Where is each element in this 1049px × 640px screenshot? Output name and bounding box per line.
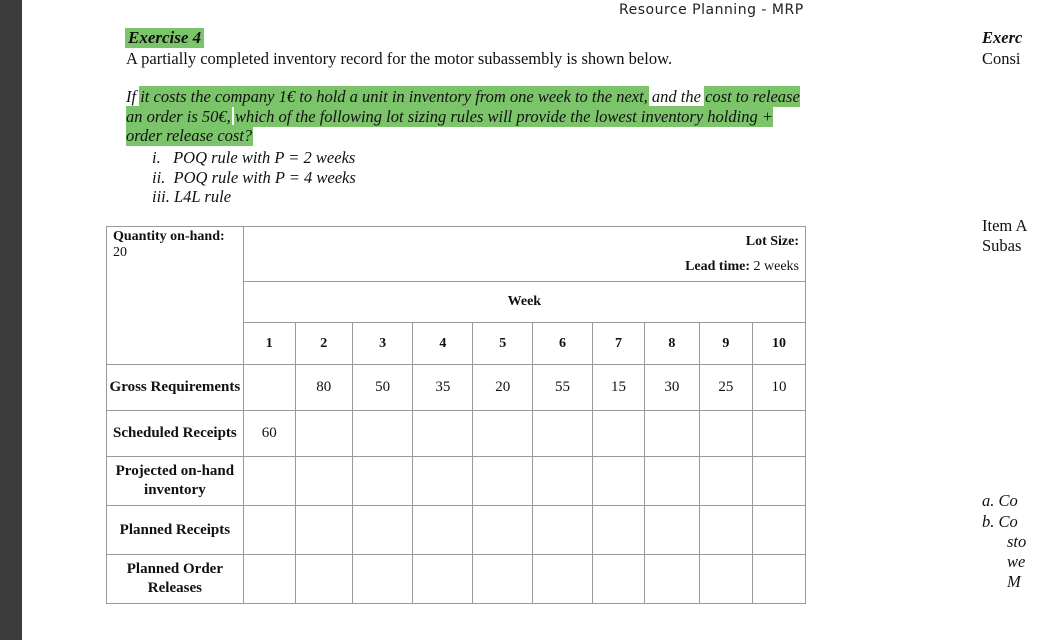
record-cell — [243, 555, 295, 604]
record-cell — [533, 555, 593, 604]
record-cell — [644, 555, 699, 604]
record-cell — [243, 365, 295, 411]
right-page-text: a. Co — [982, 491, 1018, 510]
record-cell: 80 — [295, 365, 352, 411]
record-cell — [699, 506, 752, 555]
record-cell — [295, 506, 352, 555]
table-row — [107, 365, 806, 411]
week-number: 4 — [413, 323, 473, 365]
record-cell — [533, 457, 593, 506]
right-page-text: sto — [1007, 532, 1027, 551]
record-cell — [699, 457, 752, 506]
table-row — [107, 555, 806, 604]
exercise-question — [126, 87, 806, 146]
exercise-intro: A partially completed inventory record for the motor subassembly is shown below. — [126, 49, 673, 68]
qoh-value: 20 — [113, 245, 127, 260]
row-label: Planned Order Releases — [107, 555, 244, 604]
record-cell — [295, 411, 352, 457]
week-number: 7 — [592, 323, 644, 365]
record-cell — [352, 506, 413, 555]
week-number: 5 — [473, 323, 533, 365]
highlighted-text: it costs the company 1€ to hold a unit in inventory from one week to the next, — [140, 87, 648, 106]
table-row — [107, 411, 806, 457]
record-cell — [644, 457, 699, 506]
question-part: If — [126, 87, 137, 106]
record-cell — [592, 506, 644, 555]
record-cell — [533, 411, 593, 457]
lead-time-label: Lead time: — [685, 259, 750, 274]
right-page-text: Exerc — [982, 28, 1023, 47]
question-part: and the — [651, 87, 701, 106]
option-item: iii. L4L rule — [152, 187, 232, 207]
qoh-cell — [107, 227, 244, 365]
record-cell — [473, 457, 533, 506]
record-cell — [592, 555, 644, 604]
record-cell — [644, 506, 699, 555]
inventory-record-table — [106, 226, 806, 604]
record-cell — [533, 506, 593, 555]
week-number: 2 — [295, 323, 352, 365]
option-item: i. POQ rule with P = 2 weeks — [152, 148, 356, 167]
record-cell — [413, 555, 473, 604]
record-cell: 10 — [752, 365, 805, 411]
right-page-text: Item A — [982, 216, 1028, 235]
record-cell — [295, 555, 352, 604]
week-number: 9 — [699, 323, 752, 365]
record-cell — [413, 411, 473, 457]
record-cell — [473, 411, 533, 457]
row-label: Gross Requirements — [107, 365, 244, 411]
qoh-label: Quantity on-hand: — [113, 229, 225, 244]
record-cell: 15 — [592, 365, 644, 411]
right-page-text: M — [1007, 572, 1021, 591]
row-label: Scheduled Receipts — [107, 411, 244, 457]
record-cell — [699, 411, 752, 457]
row-label: Projected on-hand inventory — [107, 457, 244, 506]
record-cell — [644, 411, 699, 457]
record-cell — [699, 555, 752, 604]
week-number: 6 — [533, 323, 593, 365]
record-cell — [592, 411, 644, 457]
record-cell: 20 — [473, 365, 533, 411]
table-row — [107, 506, 806, 555]
record-cell — [752, 555, 805, 604]
right-page-text: b. Co — [982, 512, 1018, 531]
record-cell — [752, 457, 805, 506]
record-cell — [413, 506, 473, 555]
week-number: 1 — [243, 323, 295, 365]
record-cell — [243, 506, 295, 555]
week-number: 3 — [352, 323, 413, 365]
record-cell — [473, 555, 533, 604]
lot-size-label: Lot Size: — [745, 234, 799, 249]
lot-info-cell — [243, 227, 805, 282]
running-header: Resource Planning - MRP — [619, 2, 804, 18]
record-cell — [413, 457, 473, 506]
highlighted-text: cost to release an order is 50€, — [126, 87, 800, 126]
record-cell — [752, 411, 805, 457]
record-cell: 60 — [243, 411, 295, 457]
week-header: Week — [243, 282, 805, 323]
record-cell: 30 — [644, 365, 699, 411]
exercise-title: Exercise 4 — [125, 28, 204, 48]
options-list — [152, 148, 356, 207]
record-cell — [752, 506, 805, 555]
record-cell — [295, 457, 352, 506]
right-page-text: Consi — [982, 49, 1021, 68]
window-edge — [0, 0, 22, 640]
week-number: 10 — [752, 323, 805, 365]
record-cell: 35 — [413, 365, 473, 411]
table-row — [107, 457, 806, 506]
record-cell: 25 — [699, 365, 752, 411]
option-item: ii. POQ rule with P = 4 weeks — [152, 167, 356, 187]
record-cell — [243, 457, 295, 506]
record-cell — [473, 506, 533, 555]
row-label: Planned Receipts — [107, 506, 244, 555]
record-cell — [352, 457, 413, 506]
record-cell: 50 — [352, 365, 413, 411]
right-page-text: Subas — [982, 236, 1022, 255]
record-cell — [352, 555, 413, 604]
record-cell — [592, 457, 644, 506]
record-cell: 55 — [533, 365, 593, 411]
right-page-text: we — [1007, 552, 1026, 571]
record-cell — [352, 411, 413, 457]
week-number: 8 — [644, 323, 699, 365]
lead-time-value: 2 weeks — [753, 259, 799, 274]
highlighted-text: which of the following lot sizing rules will provide the lowest inventory holding + order release cost? — [126, 106, 773, 146]
